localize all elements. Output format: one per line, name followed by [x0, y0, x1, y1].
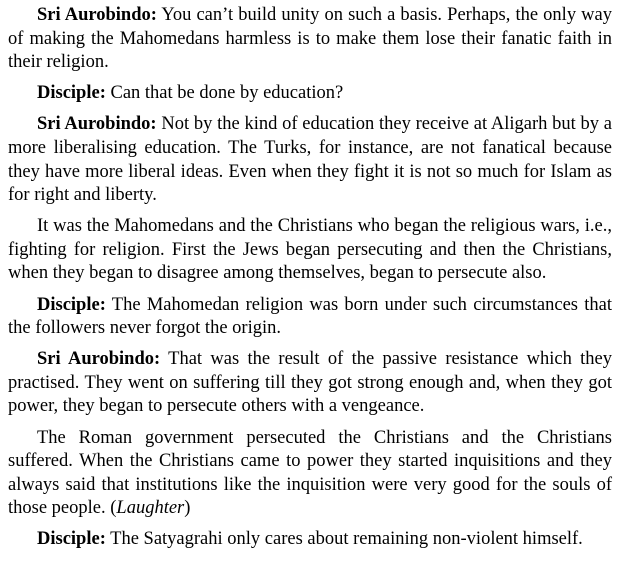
- paragraph-6: [8, 348, 612, 419]
- document-page: [8, 4, 612, 559]
- paragraph-1: [8, 4, 612, 75]
- speaker-label: Sri Aurobindo:: [37, 114, 157, 135]
- stage-direction: Laughter: [116, 498, 185, 519]
- paragraph-8: [8, 528, 612, 552]
- paragraph-text: Not by the kind of education they receive at Aligarh but by a more liberalising education. The Turks, for instance, are not fanatical because they have more liberal ideas. Even when they fight it is not so much for Islam as for right and liberty.: [8, 114, 612, 206]
- paragraph-text: The Mahomedan religion was born under such circumstances that the followers never forgot the origin.: [8, 294, 612, 339]
- paragraph-text: The Satyagrahi only cares about remaining non-violent himself.: [105, 529, 583, 550]
- paragraph-7: [8, 427, 612, 521]
- speaker-label: Disciple:: [37, 294, 106, 315]
- paragraph-3: [8, 113, 612, 207]
- paragraph-text-tail: ): [184, 498, 191, 519]
- paragraph-2: [8, 82, 612, 106]
- paragraph-4: [8, 215, 612, 286]
- paragraph-text: You can’t build unity on such a basis. Perhaps, the only way of making the Mahomedans harmless is to make them lose their fanatic faith in their religion.: [8, 5, 612, 73]
- paragraph-text: It was the Mahomedans and the Christians who began the religious wars, i.e., fighting for religion. First the Jews began persecuting and then the Christians, when they began to disagree among themselves, began to persecute also.: [8, 216, 612, 284]
- paragraph-text: The Roman government persecuted the Christians and the Christians suffered. When the Christians came to power they started inquisitions and they always said that institutions like the inquisition were very good for the souls of those people. (: [8, 427, 612, 519]
- speaker-label: Sri Aurobindo:: [37, 349, 161, 370]
- paragraph-text: That was the result of the passive resistance which they practised. They went on suffering till they got strong enough and, when they got power, they began to persecute others with a vengeance.: [8, 349, 613, 417]
- speaker-label: Disciple:: [37, 83, 106, 104]
- speaker-label: Disciple:: [37, 529, 106, 550]
- paragraph-5: [8, 294, 612, 341]
- speaker-label: Sri Aurobindo:: [37, 5, 157, 25]
- paragraph-text: Can that be done by education?: [105, 83, 344, 104]
